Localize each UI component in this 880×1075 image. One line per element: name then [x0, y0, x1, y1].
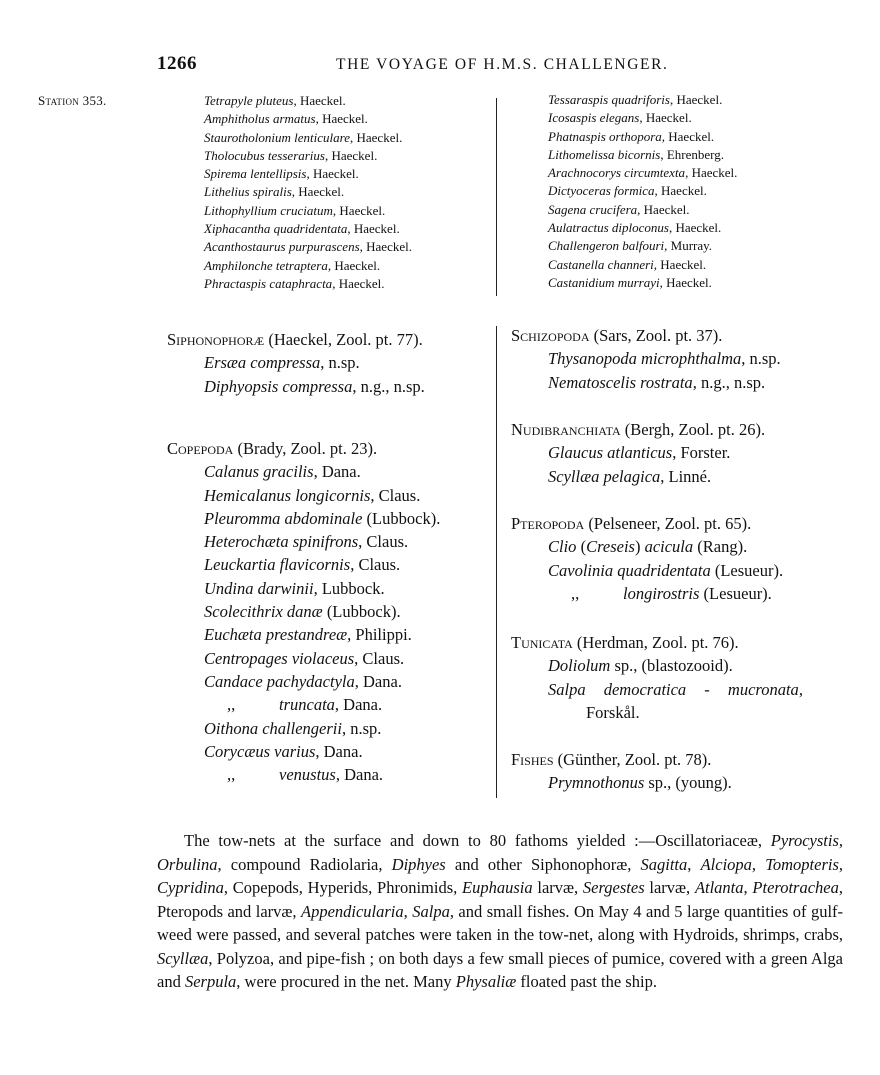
species-authority: Forskål. [586, 702, 640, 722]
species-entry [548, 109, 737, 127]
species-entry [167, 763, 440, 786]
species-authority: , Haeckel. [669, 92, 723, 107]
italic-term: Alciopa [700, 854, 752, 874]
species-entry [511, 371, 781, 394]
species-authority: , Haeckel. [324, 147, 378, 163]
species-entry [167, 577, 440, 600]
species-authority: , Haeckel. [327, 257, 381, 273]
species-entry [548, 91, 737, 109]
italic-term: Sagitta [640, 854, 688, 874]
body-paragraph [157, 829, 843, 994]
species-entry [204, 275, 412, 293]
species-entry [167, 623, 440, 646]
species-authority: , n.g., n.sp. [692, 372, 766, 392]
species-authority: , n.sp. [320, 353, 360, 373]
species-entry [511, 347, 781, 370]
italic-term: Euphausia [462, 878, 533, 897]
species-entry [511, 654, 803, 677]
species-name: Xiphacantha quadridentata [204, 221, 348, 237]
species-authority: , Haeckel. [654, 183, 707, 199]
column-divider-top [496, 98, 497, 296]
species-authority: , Haeckel. [639, 110, 692, 126]
italic-term: Pyrocystis [770, 831, 839, 850]
species-name: Pleuromma abdominale [204, 508, 363, 528]
species-authority: , n.sp. [341, 718, 382, 738]
species-authority: , Haeckel. [350, 129, 403, 145]
species-entry [511, 582, 783, 605]
group-reference: (Sars, Zool. pt. 37). [589, 326, 723, 345]
ditto-mark: ,, [227, 765, 236, 785]
species-entry [167, 553, 440, 576]
group-siphonophorae [167, 328, 425, 398]
species-name: Diphyopsis compressa [204, 376, 353, 396]
species-authority: (Lubbock). [322, 602, 401, 622]
group-heading [511, 512, 783, 535]
running-title: THE VOYAGE OF H.M.S. CHALLENGER. [336, 56, 669, 73]
species-name: Phatnaspis orthopora [548, 128, 662, 144]
ditto-mark: ,, [227, 695, 236, 715]
species-authority: , Haeckel. [637, 201, 690, 217]
species-name: Leuckartia flavicornis [204, 555, 351, 575]
text-run: , and small fishes. On May 4 and 5 large quantities of gulf-weed were passed, and several patches were taken in the tow-net, along with Hydroids, shrimps, crabs, [157, 901, 844, 944]
species-authority: , Dana. [313, 462, 361, 482]
species-authority: , Forster. [672, 443, 731, 463]
species-name: Euchæta prestandreæ [204, 625, 348, 645]
species-authority: , Claus. [358, 532, 409, 552]
species-entry [167, 693, 440, 716]
species-authority: , Dana. [334, 695, 383, 715]
species-authority: sp., (blastozooid). [610, 656, 733, 676]
species-authority: , Haeckel. [332, 275, 385, 291]
species-authority: , Dana. [354, 671, 402, 691]
italic-term: Pterotrachea [752, 878, 839, 897]
group-heading [167, 437, 440, 460]
species-authority: (Lesueur). [699, 583, 772, 603]
group-heading [511, 418, 765, 441]
species-entry [548, 256, 737, 274]
text-run: , [743, 878, 753, 897]
species-authority: , Haeckel. [359, 239, 412, 255]
species-entry [204, 238, 412, 256]
species-entry [548, 201, 737, 219]
species-authority: sp., (young). [644, 773, 732, 793]
species-entry [167, 530, 440, 553]
species-name: Centropages violaceus [204, 648, 355, 668]
species-name: Arachnocorys circumtexta [548, 165, 686, 181]
italic-term: Atlanta [694, 878, 744, 897]
text-run: , were procured in the net. Many [236, 972, 456, 991]
species-name: Amphitholus armatus [204, 111, 316, 127]
species-entry [204, 220, 412, 238]
text-run: , Copepods, Hyperids, Phronimids, [223, 878, 463, 897]
group-pteropoda [511, 512, 783, 605]
species-name: Castanella channeri [548, 256, 654, 272]
species-name: Phractaspis cataphracta [204, 275, 333, 291]
species-name: Scyllæa pelagica [548, 466, 661, 486]
species-name: venustus [279, 765, 336, 785]
species-name: Prymnothonus [548, 773, 645, 793]
species-name: Lithelius spiralis [204, 184, 292, 200]
species-authority: (Lubbock). [362, 508, 441, 528]
species-name: Challengeron balfouri [548, 238, 665, 254]
group-name: Fishes [511, 750, 554, 769]
species-entry [548, 146, 737, 164]
species-authority: , Haeckel. [668, 220, 722, 236]
species-name: Staurotholonium lenticulare [204, 129, 350, 145]
species-authority: , Haeckel. [661, 128, 715, 144]
species-authority: , Claus. [354, 648, 405, 668]
group-reference: (Haeckel, Zool. pt. 77). [264, 330, 423, 349]
group-reference: (Pelseneer, Zool. pt. 65). [584, 514, 752, 533]
species-authority: , Philippi. [347, 625, 412, 645]
italic-term: Serpula [184, 972, 237, 991]
species-authority: , Linné. [660, 466, 712, 486]
species-name: Ersæa compressa [204, 353, 321, 373]
species-entry [167, 670, 440, 693]
species-name: Amphilonche tetraptera [204, 257, 328, 273]
species-authority: , Haeckel. [332, 202, 386, 218]
species-punct: ( [576, 537, 587, 557]
text-run: , [838, 831, 843, 850]
italic-term: Salpa [412, 901, 450, 921]
species-entry [204, 92, 412, 110]
group-heading [511, 631, 803, 654]
species-name: Heterochæta spinifrons [204, 532, 359, 552]
group-reference: (Bergh, Zool. pt. 26). [620, 420, 766, 439]
species-authority: , Dana. [315, 741, 363, 761]
species-name: Castanidium murrayi [548, 274, 660, 290]
species-name: Acanthostaurus purpurascens [204, 239, 360, 255]
species-name: Nematoscelis rostrata [548, 372, 693, 392]
species-authority: , Haeckel. [347, 221, 400, 237]
species-entry [204, 147, 412, 165]
species-entry [204, 129, 412, 147]
species-authority: (Rang). [693, 537, 748, 557]
species-authority: , Lubbock. [313, 578, 385, 598]
group-name: Tunicata [511, 633, 573, 652]
species-name: Salpa democratica - mucronata [548, 679, 799, 699]
species-entry [511, 559, 783, 582]
station-label: Station 353. [38, 93, 107, 108]
species-entry [511, 535, 783, 558]
species-entry [167, 375, 425, 398]
text-run: , Polyzoa, and pipe-fish ; on both days a few small pieces of pumice, covered with a green Alga and [157, 948, 843, 991]
species-name: Calanus gracilis [204, 462, 314, 482]
species-entry [204, 165, 412, 183]
species-epithet: acicula [644, 537, 694, 557]
species-entry [548, 274, 737, 292]
group-name: Pteropoda [511, 514, 585, 533]
radiolaria-list-left [204, 92, 412, 293]
group-heading [167, 328, 425, 351]
species-name: Glaucus atlanticus [548, 443, 673, 463]
species-entry [204, 110, 412, 128]
text-run: larvæ, [644, 878, 695, 897]
radiolaria-list-right [548, 91, 737, 292]
italic-term: Tomopteris [765, 854, 839, 874]
italic-term: Cypridina [157, 878, 224, 897]
species-authority: , Murray. [664, 238, 713, 254]
species-entry [167, 740, 440, 763]
species-authority: , Claus. [350, 555, 401, 575]
species-authority: , Haeckel. [291, 184, 345, 200]
group-fishes [511, 748, 732, 795]
species-name: Tessaraspis quadriforis [548, 92, 670, 107]
species-authority: , Haeckel. [685, 165, 738, 181]
species-name: Oithona challengerii [204, 718, 342, 738]
species-authority: , [798, 679, 803, 699]
text-run: , [751, 854, 766, 874]
species-entry [167, 600, 440, 623]
species-entry [511, 441, 765, 464]
species-entry [204, 202, 412, 220]
italic-term: Physaliæ [455, 972, 517, 991]
group-name: Schizopoda [511, 326, 590, 345]
species-authority: , Claus. [370, 485, 421, 505]
text-run: The tow-nets at the surface and down to 80 fathoms yielded :—Oscillatoriaceæ, [184, 831, 771, 850]
species-name: Doliolum [548, 656, 611, 676]
group-schizopoda [511, 324, 781, 394]
group-heading [511, 748, 732, 771]
species-name: Aulatractus diploconus [548, 220, 669, 236]
italic-term: Scyllæa [157, 948, 209, 968]
species-name: Spirema lentellipsis [204, 166, 307, 182]
species-name: Tholocubus tesserarius [204, 147, 325, 163]
group-reference: (Brady, Zool. pt. 23). [233, 439, 378, 458]
species-entry [204, 257, 412, 275]
species-name: Tetrapyle pluteus [204, 93, 294, 108]
species-name: Dictyoceras formica [548, 183, 655, 199]
species-entry [167, 351, 425, 374]
species-authority: (Lesueur). [710, 560, 784, 580]
species-entry [548, 128, 737, 146]
species-name: truncata [279, 695, 335, 715]
column-divider-main [496, 326, 497, 798]
species-entry [204, 183, 412, 201]
species-name: longirostris [623, 583, 700, 603]
group-tunicata [511, 631, 803, 724]
species-punct: ) [634, 537, 645, 557]
text-run: , [403, 901, 413, 921]
species-entry [548, 164, 737, 182]
italic-term: Orbulina [157, 854, 218, 874]
group-copepoda [167, 437, 440, 786]
species-authority: , n.g., n.sp. [352, 376, 425, 396]
species-name: Scolecithrix danæ [204, 602, 323, 622]
species-authority: , Haeckel. [306, 166, 359, 182]
species-entry [548, 237, 737, 255]
species-authority: , n.sp. [741, 349, 781, 369]
group-name: Nudibranchiata [511, 420, 621, 439]
page-number: 1266 [157, 53, 197, 74]
text-run: and other Siphonophoræ, [445, 854, 641, 874]
text-run: floated past the ship. [516, 972, 657, 991]
species-entry [167, 717, 440, 740]
species-name: Undina darwinii [204, 578, 314, 598]
species-entry [548, 219, 737, 237]
species-entry [511, 771, 732, 794]
species-name: Hemicalanus longicornis [204, 485, 371, 505]
species-entry [167, 460, 440, 483]
species-authority: , Haeckel. [293, 93, 346, 108]
species-subgenus: Creseis [586, 537, 635, 557]
species-name: Lithophyllium cruciatum [204, 202, 333, 218]
italic-term: Appendicularia [300, 901, 404, 921]
species-genus: Clio [548, 537, 577, 557]
text-run: larvæ, [532, 878, 583, 897]
group-nudibranchiata [511, 418, 765, 488]
text-run: , Pteropods and larvæ, [157, 878, 843, 921]
group-name: Siphonophoræ [167, 330, 265, 349]
text-run: , [838, 854, 843, 874]
species-name: Sagena crucifera [548, 201, 638, 217]
species-entry [167, 647, 440, 670]
species-authority: , Haeckel. [653, 256, 707, 272]
species-authority: , Haeckel. [315, 111, 368, 127]
group-name: Copepoda [167, 439, 234, 458]
ditto-mark: ,, [571, 583, 580, 603]
text-run: , compound Radiolaria, [217, 854, 392, 874]
group-reference: (Herdman, Zool. pt. 76). [572, 633, 739, 652]
species-entry [511, 701, 803, 724]
species-name: Lithomelissa bicornis [548, 146, 661, 162]
species-authority: , Ehrenberg. [660, 146, 724, 162]
species-entry [511, 678, 803, 701]
text-run: , [687, 854, 701, 874]
italic-term: Diphyes [391, 854, 446, 874]
species-authority: , Haeckel. [659, 274, 712, 290]
species-authority: , Dana. [335, 765, 384, 785]
species-entry [511, 465, 765, 488]
italic-term: Sergestes [582, 878, 645, 897]
species-name: Icosaspis elegans [548, 110, 640, 126]
species-entry [548, 182, 737, 200]
group-heading [511, 324, 781, 347]
species-entry [167, 484, 440, 507]
species-entry [167, 507, 440, 530]
species-name: Corycæus varius [204, 741, 316, 761]
species-name: Thysanopoda microphthalma [548, 349, 742, 369]
group-reference: (Günther, Zool. pt. 78). [553, 750, 712, 769]
species-name: Cavolinia quadridentata [548, 560, 711, 580]
species-name: Candace pachydactyla [204, 671, 355, 691]
